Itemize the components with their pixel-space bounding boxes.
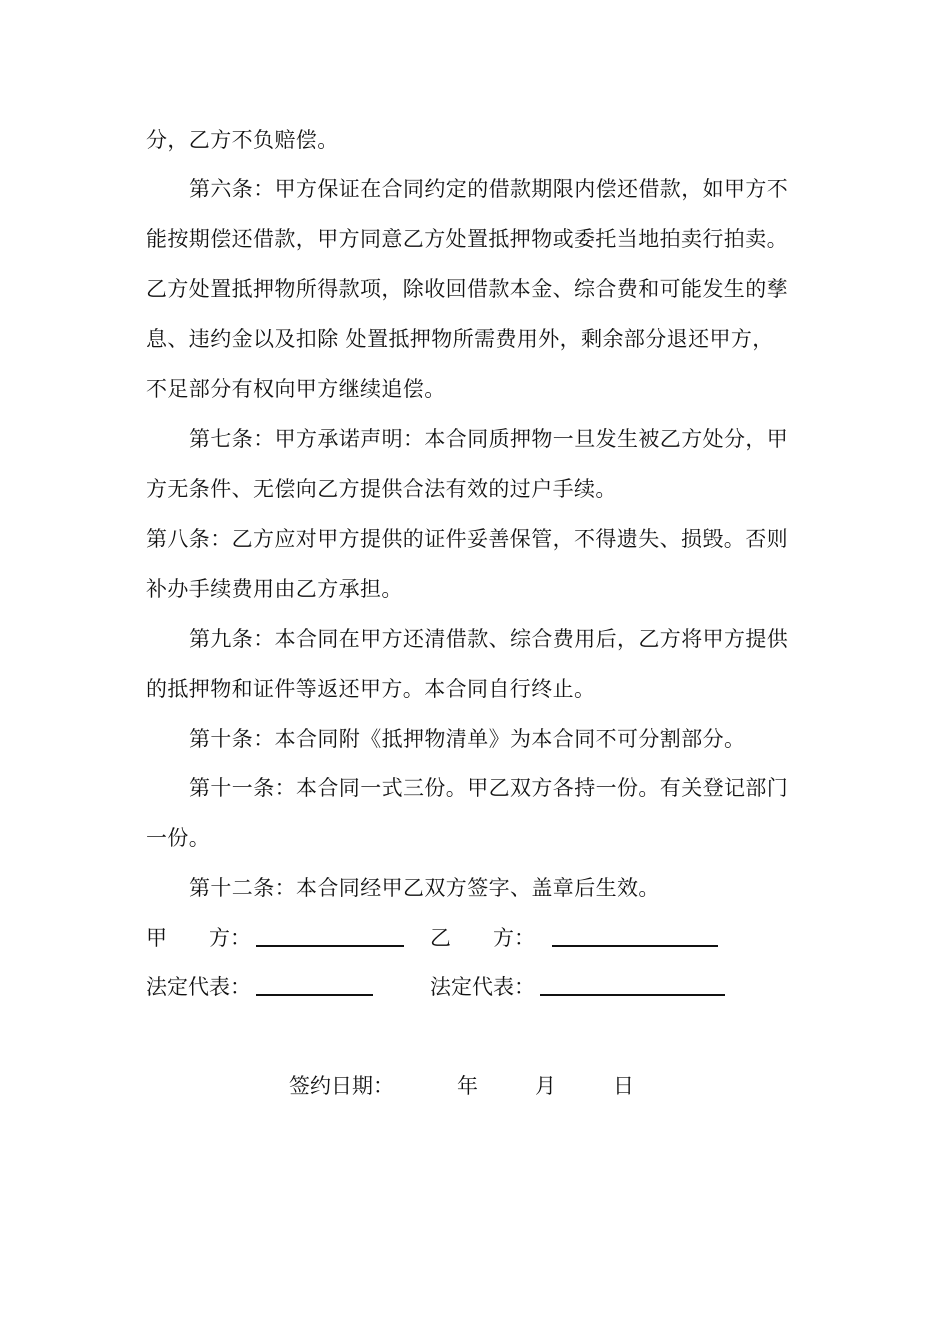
- paragraph-line: 一份。: [146, 826, 211, 850]
- date-month: 月: [535, 1074, 556, 1098]
- rep-a-signature-line: [256, 994, 373, 996]
- article-11-line: 第十一条：本合同一式三份。甲乙双方各持一份。有关登记部门: [189, 776, 789, 800]
- signing-date-label: 签约日期：: [289, 1074, 394, 1098]
- article-8-line: 第八条：乙方应对甲方提供的证件妥善保管，不得遗失、损毁。否则: [146, 527, 788, 551]
- rep-b-label: 法定代表：: [430, 975, 535, 999]
- party-b-label: 乙 方：: [430, 926, 535, 950]
- party-a-signature-line: [256, 945, 404, 947]
- paragraph-line: 息、违约金以及扣除 处置抵押物所需费用外，剩余部分退还甲方，: [146, 327, 774, 351]
- paragraph-line: 补办手续费用由乙方承担。: [146, 577, 403, 601]
- paragraph-line: 方无条件、无偿向乙方提供合法有效的过户手续。: [146, 477, 617, 501]
- article-10-line: 第十条：本合同附《抵押物清单》为本合同不可分割部分。: [189, 727, 746, 751]
- party-b-signature-line: [552, 945, 718, 947]
- party-a-label: 甲 方：: [146, 926, 251, 950]
- paragraph-line: 不足部分有权向甲方继续追偿。: [146, 377, 446, 401]
- article-9-line: 第九条：本合同在甲方还清借款、综合费用后，乙方将甲方提供: [189, 627, 789, 651]
- date-day: 日: [613, 1074, 634, 1098]
- rep-a-label: 法定代表：: [146, 975, 251, 999]
- date-year: 年: [457, 1074, 478, 1098]
- paragraph-line: 分，乙方不负赔偿。: [146, 128, 339, 152]
- article-12-line: 第十二条：本合同经甲乙双方签字、盖章后生效。: [189, 876, 660, 900]
- paragraph-line: 乙方处置抵押物所得款项，除收回借款本金、综合费和可能发生的孳: [146, 277, 788, 301]
- article-6-line: 第六条：甲方保证在合同约定的借款期限内偿还借款，如甲方不: [189, 177, 789, 201]
- article-7-line: 第七条：甲方承诺声明：本合同质押物一旦发生被乙方处分，甲: [189, 427, 789, 451]
- paragraph-line: 能按期偿还借款，甲方同意乙方处置抵押物或委托当地拍卖行拍卖。: [146, 227, 788, 251]
- paragraph-line: 的抵押物和证件等返还甲方。本合同自行终止。: [146, 677, 596, 701]
- rep-b-signature-line: [540, 994, 725, 996]
